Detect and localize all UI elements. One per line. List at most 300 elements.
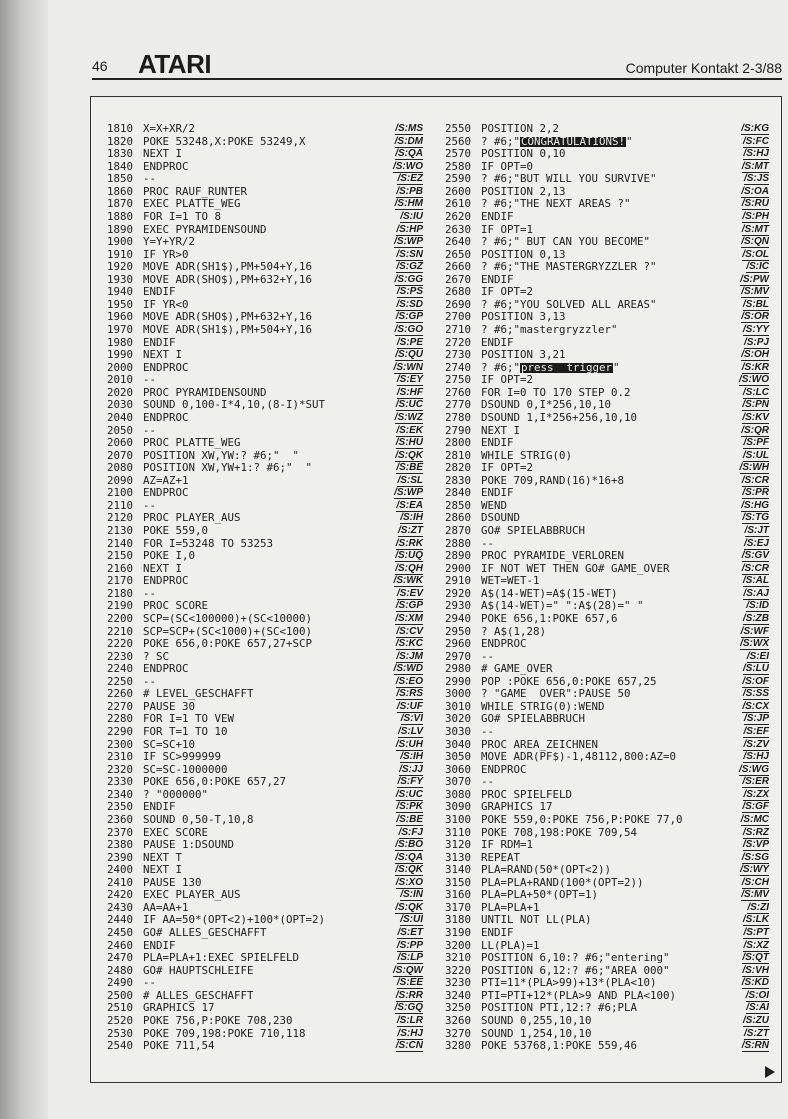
code-text: PROC PLATTE_WEG [143,436,241,450]
checksum-value: WN [406,361,423,373]
checksum [395,853,423,864]
checksum-value: QN [754,236,769,248]
checksum [395,149,423,160]
checksum-value: WY [752,864,769,876]
checksum-value: BO [408,839,423,851]
checksum-value: OL [755,248,769,260]
checksum-prefix: /S: [742,248,756,260]
checksum-prefix: /S: [741,286,754,298]
checksum-value: XM [408,612,423,624]
code-text: IF RDM=1 [481,838,534,852]
line-number: 2650 [445,247,472,261]
checksum [397,338,423,349]
line-number: 3120 [445,838,472,852]
code-text: IF OPT=2 [481,285,534,299]
line-number: 3260 [445,1013,472,1027]
checksum [739,765,769,776]
checksum [742,551,769,562]
line-number: 1900 [107,235,134,249]
checksum-value: GZ [409,261,423,273]
checksum-value: IN [413,889,423,901]
checksum [394,576,423,587]
line-number: 2520 [107,1013,134,1027]
code-text: FOR I=0 TO 170 STEP 0.2 [481,385,631,399]
line-number: 2330 [107,775,134,789]
checksum-value: UC [408,788,423,800]
line-number: 3240 [445,988,472,1002]
page-number: 46 [92,58,108,74]
checksum [743,325,769,336]
code-text: GRAPHICS 17 [481,800,553,814]
checksum [744,714,769,725]
checksum [395,275,423,286]
line-number: 3040 [445,737,472,751]
line-number: 2430 [107,900,134,914]
line-number: 3170 [445,900,472,914]
line-number: 1890 [107,222,134,236]
checksum-value: QU [408,349,423,361]
code-text: MOVE ADR(SH1$),PM+504+Y,16 [143,260,313,274]
checksum [741,124,769,135]
checksum-prefix: /S: [743,336,757,348]
checksum-value: LK [755,914,769,926]
line-number: 3210 [445,951,472,965]
checksum-value: CR [754,474,769,486]
checksum-value: BE [409,462,423,474]
checksum-value: VH [755,964,769,976]
code-text: # LEVEL_GESCHAFFT [143,687,254,701]
line-number: 3150 [445,875,472,889]
checksum-value: TG [755,512,769,524]
checksum-value: IH [413,512,423,524]
checksum-value: EY [409,374,423,386]
checksum-value: QR [754,424,769,436]
code-text: POKE 559,0 [143,524,209,537]
checksum [742,677,769,688]
line-number: 3000 [445,687,472,701]
checksum-prefix: /S: [396,700,410,712]
line-number: 2800 [445,436,472,450]
checksum-value: RZ [755,826,769,838]
checksum [742,853,769,864]
checksum-prefix: /S: [743,726,757,737]
checksum-prefix: /S: [741,977,755,989]
line-number: 2420 [107,888,134,902]
checksum-prefix: /S: [396,939,410,951]
checksum-value: PE [409,336,423,348]
line-number: 1950 [107,297,134,311]
checksum [397,1016,423,1027]
checksum-value: WD [406,663,423,675]
checksum-prefix: /S: [740,273,753,285]
code-line [107,1040,423,1053]
checksum-value: LV [410,726,423,737]
code-text: POKE 53768,1:POKE 559,46 [481,1039,638,1053]
checksum-value: WZ [407,411,423,423]
code-text: -- [143,674,157,688]
checksum-value: SD [409,298,423,310]
line-number: 3200 [445,938,472,952]
checksum-value: EI [759,650,769,662]
line-number: 2990 [445,674,472,688]
checksum-prefix: /S: [395,349,408,361]
code-text: POKE 53248,X:POKE 53249,X [143,134,306,148]
checksum-prefix: /S: [746,1002,759,1014]
checksum [740,275,769,286]
checksum-prefix: /S: [394,198,408,210]
line-number: 2810 [445,448,472,462]
checksum-prefix: /S: [395,989,409,1001]
checksum-prefix: /S: [746,261,759,273]
line-number: 2970 [445,649,472,663]
checksum-prefix: /S: [394,1002,408,1014]
line-number: 2010 [107,373,134,387]
checksum [742,702,769,713]
checksum-value: OA [754,185,769,197]
checksum-prefix: /S: [740,638,753,650]
code-text: -- [143,976,157,990]
line-number: 2450 [107,926,134,939]
checksum-value: OR [754,311,769,323]
line-number: 2880 [445,536,472,550]
code-text: ENDPROC [143,360,189,374]
checksum-value: EJ [756,537,769,549]
checksum-prefix: /S: [744,1027,757,1039]
checksum-prefix: /S: [741,1040,755,1052]
checksum-prefix: /S: [740,864,753,876]
checksum-prefix: /S: [743,437,757,449]
code-text: PTI=PTI+12*(PLA>9 AND PLA<100) [481,988,677,1002]
line-number: 2790 [445,423,472,437]
checksum [396,426,423,437]
checksum-value: HJ [756,751,769,763]
code-text: AA=AA+1 [143,900,189,914]
checksum-value: PR [755,487,769,499]
checksum-prefix: /S: [396,587,410,599]
line-number: 1940 [107,285,134,299]
checksum-value: XZ [756,939,769,951]
line-number: 1880 [107,209,134,223]
checksum-value: QT [755,952,769,964]
line-number: 2860 [445,511,472,525]
checksum-value: VI [413,713,423,725]
checksum [396,1041,423,1052]
checksum [394,664,423,675]
code-text: PAUSE 30 [143,699,196,713]
checksum-value: FC [755,135,769,147]
checksum [746,601,769,612]
checksum [396,815,423,826]
listing-box [90,96,782,1083]
line-number: 2600 [445,184,472,198]
checksum-value: GG [407,273,423,285]
checksum-prefix: /S: [741,889,754,901]
checksum [742,1041,769,1052]
checksum-prefix: /S: [746,600,759,612]
checksum-prefix: /S: [395,901,408,913]
line-number: 2750 [445,373,472,387]
checksum-prefix: /S: [742,826,756,838]
line-number: 2160 [107,561,134,575]
code-text: NEXT I [143,348,183,362]
checksum-value: IH [413,751,423,763]
line-number: 2700 [445,310,472,324]
checksum [396,677,423,688]
checksum-value: HP [409,223,423,235]
checksum-prefix: /S: [742,399,756,411]
checksum-prefix: /S: [396,813,410,825]
line-number: 3070 [445,775,472,789]
checksum-prefix: /S: [394,487,407,499]
checksum-value: QA [408,851,423,863]
code-text: MOVE ADR(SH1$),PM+504+Y,16 [143,323,313,336]
checksum [400,513,423,524]
checksum [746,991,769,1002]
inverse-video-text: CONGRATULATIONS! [521,134,626,148]
code-text: ENDIF [143,335,176,349]
checksum [743,727,769,738]
checksum-prefix: /S: [742,512,756,524]
checksum-prefix: /S: [395,537,409,549]
checksum-prefix: /S: [393,663,407,675]
checksum [744,1029,769,1040]
code-text: SOUND 1,254,10,10 [481,1026,592,1040]
checksum [395,551,423,562]
checksum-value: ZT [410,525,423,536]
checksum [396,740,423,751]
code-text: POKE 709,RAND(16)*16+8 [481,473,625,487]
checksum-prefix: /S: [742,964,756,976]
code-text: POSITION 3,21 [481,348,566,362]
checksum [743,740,769,751]
line-number: 2580 [445,159,472,173]
checksum-prefix: /S: [741,550,755,562]
checksum-prefix: /S: [396,977,410,989]
checksum-value: ET [410,927,423,938]
line-number: 1820 [107,134,134,148]
line-number: 2030 [107,398,134,412]
code-text: FOR I=1 TO VEW [143,712,235,726]
checksum-prefix: /S: [395,437,409,449]
checksum-value: EF [756,726,769,737]
line-number: 2100 [107,486,134,500]
checksum-prefix: /S: [739,462,753,474]
line-number: 2340 [107,787,134,801]
code-text: SOUND 0,255,10,10 [481,1013,592,1027]
checksum-value: PS [409,286,423,298]
code-text: PROC PYRAMIDENSOUND [143,385,267,399]
checksum-prefix: /S: [743,738,757,750]
checksum-prefix: /S: [741,223,755,235]
code-text: PLA=PLA+RAND(100*(OPT=2)) [481,875,644,889]
code-text: PTI=11*(PLA>99)+13*(PLA<10) [481,976,657,990]
code-text: POKE 708,198:POKE 709,54 [481,825,638,839]
checksum [396,991,423,1002]
checksum-prefix: /S: [741,160,755,172]
line-number: 2290 [107,725,134,738]
checksum [743,576,769,587]
checksum-value: PW [752,273,769,285]
checksum-prefix: /S: [745,989,759,1001]
checksum-value: UH [408,738,423,750]
checksum-prefix: /S: [395,839,408,851]
checksum-prefix: /S: [747,901,761,913]
line-number: 2940 [445,611,472,625]
checksum-value: WO [405,160,423,172]
line-number: 3160 [445,888,472,902]
checksum-value: JS [756,173,769,185]
checksum [747,903,769,914]
checksum-value: OI [758,989,769,1001]
code-text: NEXT I [143,561,183,575]
checksum [743,790,769,801]
checksum [395,1003,423,1014]
code-text: POSITION XW,YW:? #6;" " [143,448,300,462]
checksum [396,652,423,663]
checksum [395,865,423,876]
code-text: PROC PYRAMIDE_VERLOREN [481,549,625,563]
checksum-value: HJ [410,1027,423,1039]
checksum-prefix: /S: [397,927,411,938]
checksum [743,928,769,939]
checksum-value: AJ [756,587,769,599]
checksum [399,828,423,839]
code-text: PLA=RAND(50*(OPT<2)) [481,863,612,877]
checksum-value: GP [408,600,423,612]
code-text: ? A$(1,28) [481,624,547,638]
code-text: WEND [481,498,508,512]
checksum-prefix: /S: [743,751,757,763]
code-text: GO# SPIELABBRUCH [481,524,586,537]
code-text: ? #6;"mastergryzzler" [481,323,618,336]
line-number: 3050 [445,750,472,764]
checksum-value: MT [754,223,769,235]
code-text: ENDIF [481,335,514,349]
line-number: 2870 [445,524,472,537]
checksum-value: ZX [756,788,769,800]
checksum-value: KR [754,361,769,373]
checksum-value: FY [410,776,423,788]
checksum-prefix: /S: [393,575,407,587]
checksum-prefix: /S: [396,1014,410,1026]
line-number: 2530 [107,1026,134,1040]
line-number: 2200 [107,611,134,625]
checksum [742,488,769,499]
checksum-prefix: /S: [395,562,408,574]
code-text: IF AA=50*(OPT<2)+100*(OPT=2) [143,913,326,927]
code-text: IF YR<0 [143,297,189,311]
code-text: POKE 656,1:POKE 657,6 [481,611,618,625]
checksum [741,312,769,323]
checksum [398,727,423,738]
line-number: 2490 [107,976,134,990]
checksum-value: RN [754,1040,769,1052]
checksum [397,777,423,788]
checksum [395,199,423,210]
checksum-value: PP [409,939,423,951]
checksum-prefix: /S: [396,261,410,273]
line-number: 2410 [107,875,134,889]
code-text: PLA=PLA+1 [481,900,540,914]
line-number: 2550 [445,122,472,135]
line-number: 2480 [107,963,134,977]
checksum-value: GQ [407,1002,423,1014]
checksum [743,1016,769,1027]
checksum-prefix: /S: [739,374,752,386]
magazine-issue: Computer Kontakt 2-3/88 [625,60,782,76]
line-number: 2740 [445,360,472,374]
checksum-prefix: /S: [740,625,754,637]
checksum-value: PK [409,801,423,813]
checksum-prefix: /S: [394,135,408,147]
line-number: 2040 [107,410,134,424]
code-text: ENDPROC [143,662,189,676]
line-number: 2210 [107,624,134,638]
checksum [396,627,423,638]
checksum [740,865,769,876]
code-text-suffix: " [613,360,620,374]
checksum [742,162,769,173]
checksum-value: RR [408,989,423,1001]
code-text: # ALLES_GESCHAFFT [143,988,254,1002]
code-text: -- [481,725,495,738]
line-number: 3180 [445,913,472,927]
checksum-value: CN [408,1040,423,1052]
checksum [397,702,423,713]
line-number: 2220 [107,637,134,651]
line-number: 3230 [445,976,472,990]
checksum [741,627,769,638]
checksum-prefix: /S: [743,713,757,725]
checksum [398,526,423,537]
checksum [742,199,769,210]
checksum-value: QK [408,449,423,461]
checksum-prefix: /S: [742,801,756,813]
checksum-prefix: /S: [742,135,756,147]
checksum-value: PF [756,437,769,449]
checksum-value: CR [754,562,769,574]
line-number: 2680 [445,285,472,299]
checksum-value: BE [409,813,423,825]
checksum [396,790,423,801]
code-text: ENDIF [481,272,514,286]
checksum-prefix: /S: [396,688,410,700]
line-number: 3080 [445,787,472,801]
line-number: 1920 [107,260,134,274]
checksum-prefix: /S: [395,1040,409,1052]
checksum [742,413,769,424]
checksum-value: KC [408,638,423,650]
line-number: 2250 [107,674,134,688]
checksum-prefix: /S: [742,675,756,687]
code-text: NEXT I [143,147,183,161]
code-text: A$(14-WET)=A$(15-WET) [481,586,618,600]
checksum [743,388,769,399]
checksum-prefix: /S: [396,223,410,235]
checksum [396,438,423,449]
line-number: 2140 [107,536,134,550]
line-number: 1870 [107,197,134,211]
code-text: DSOUND [481,511,521,525]
code-text: POKE 709,198:POKE 710,118 [143,1026,306,1040]
checksum [744,338,769,349]
checksum-value: SS [755,688,769,700]
checksum-prefix: /S: [393,361,407,373]
line-number: 2510 [107,1001,134,1015]
code-text: POSITION XW,YW+1:? #6;" " [143,461,313,475]
checksum-value: SN [409,248,423,260]
checksum [742,225,769,236]
